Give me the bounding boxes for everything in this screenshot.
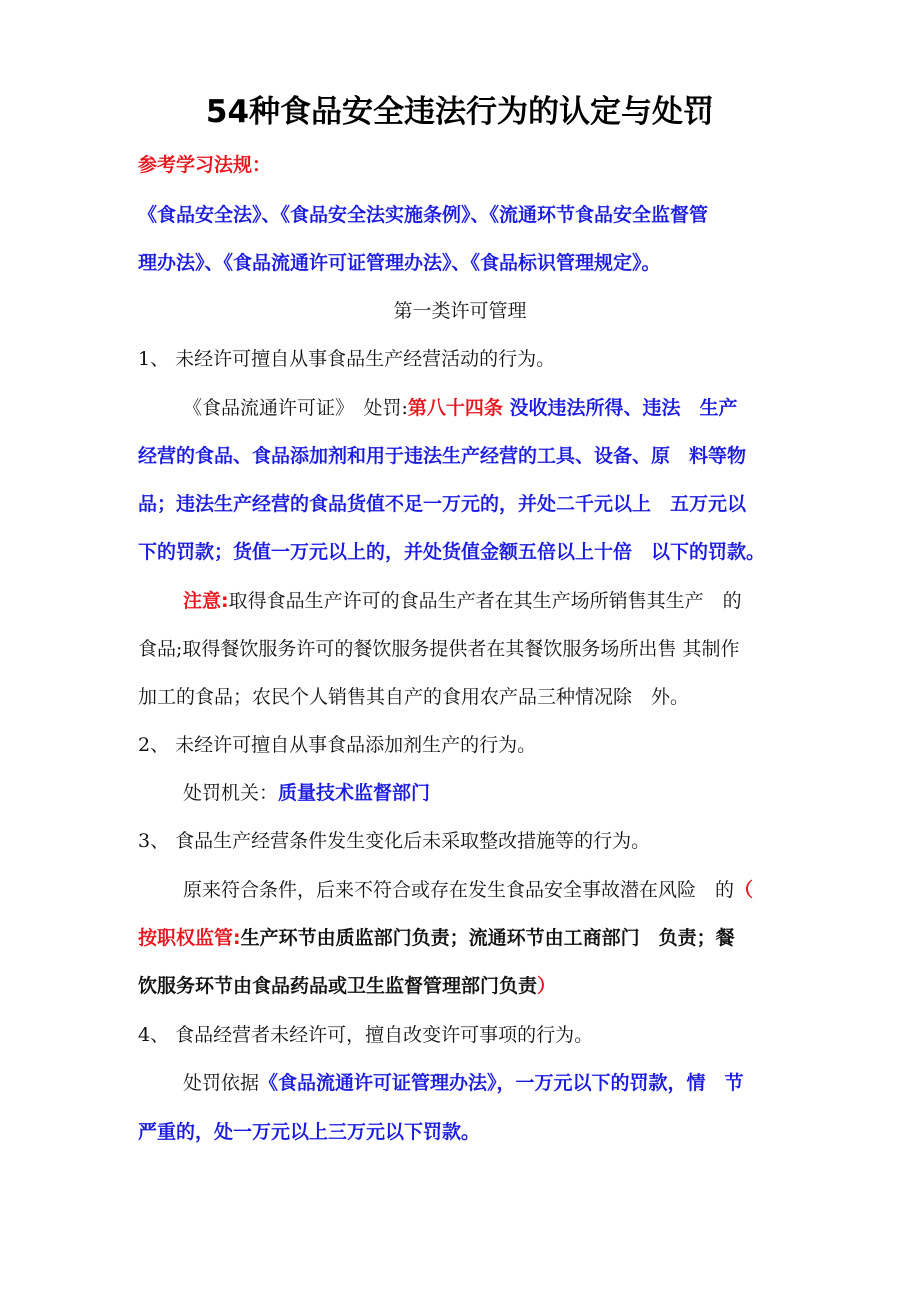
item-2-authority-label: 处罚机关： bbox=[183, 782, 279, 804]
item-3-supervision-text: 生产环节由质监部门负责；流通环节由工商部门 负责；餐 bbox=[240, 927, 735, 949]
item-1-penalty-line-4: 下的罚款；货值一万元以上的，并处货值金额五倍以上十倍 以下的罚款。 bbox=[138, 541, 766, 563]
item-2-authority bbox=[183, 780, 798, 806]
item-1-note-line-1 bbox=[183, 588, 798, 614]
item-1-note-text: 取得食品生产许可的食品生产者在其生产场所销售其生产 的 bbox=[228, 590, 742, 612]
item-3-heading: 3、 食品生产经营条件发生变化后未采取整改措施等的行为。 bbox=[138, 830, 651, 852]
item-4-line-2: 严重的，处一万元以上三万元以下罚款。 bbox=[138, 1121, 481, 1143]
item-3-line-2 bbox=[138, 925, 798, 951]
item-1-note-line-2: 食品;取得餐饮服务许可的餐饮服务提供者在其餐饮服务场所出售 其制作 bbox=[138, 638, 740, 660]
item-3-supervision-label: 按职权监管: bbox=[138, 927, 241, 949]
item-4-basis-text: 《食品流通许可证管理办法》，一万元以下的罚款，情 节 bbox=[259, 1072, 744, 1094]
item-4-heading: 4、 食品经营者未经许可，擅自改变许可事项的行为。 bbox=[138, 1024, 594, 1046]
reference-heading: 参考学习法规： bbox=[138, 154, 272, 176]
page-title: 54种食品安全违法行为的认定与处罚 bbox=[205, 94, 715, 130]
item-1-penalty-line-2: 经营的食品、食品添加剂和用于违法生产经营的工具、设备、原 料等物 bbox=[138, 445, 747, 467]
item-3-line-1 bbox=[183, 877, 798, 903]
item-3-condition-text: 原来符合条件，后来不符合或存在发生食品安全事故潜在风险 的 bbox=[183, 879, 735, 901]
item-3-supervision-text-2: 饮服务环节由食品药品或卫生监督管理部门负责 bbox=[138, 975, 538, 997]
section-title: 第一类许可管理 bbox=[393, 300, 527, 322]
item-3-line-3 bbox=[138, 973, 798, 999]
item-1-note-label: 注意: bbox=[183, 590, 229, 612]
item-1-heading: 1、 未经许可擅自从事食品生产经营活动的行为。 bbox=[138, 348, 556, 370]
item-3-open-paren: （ bbox=[734, 879, 754, 901]
reference-list-line-1: 《食品安全法》、《食品安全法实施条例》、《流通环节食品安全监督管 bbox=[138, 204, 709, 226]
item-1-penalty-line-3: 品；违法生产经营的食品货值不足一万元的，并处二千元以上 五万元以 bbox=[138, 493, 747, 515]
item-1-note-line-3: 加工的食品；农民个人销售其自产的食用农产品三种情况除 外。 bbox=[138, 686, 690, 708]
item-4-basis-label: 处罚依据 bbox=[183, 1072, 260, 1094]
item-2-authority-value: 质量技术监督部门 bbox=[278, 782, 431, 804]
item-1-penalty-text: 没收违法所得、违法 生产 bbox=[502, 397, 738, 419]
reference-list-line-2: 理办法》、《食品流通许可证管理办法》、《食品标识管理规定》。 bbox=[138, 252, 661, 274]
item-4-line-1 bbox=[183, 1070, 798, 1096]
item-1-article: 第八十四条 bbox=[407, 397, 503, 419]
item-3-close-paren: ） bbox=[537, 975, 557, 997]
item-1-penalty-line-1 bbox=[183, 395, 798, 421]
item-2-heading: 2、 未经许可擅自从事食品添加剂生产的行为。 bbox=[138, 734, 537, 756]
item-1-license-name: 《食品流通许可证》 处罚: bbox=[183, 397, 408, 419]
